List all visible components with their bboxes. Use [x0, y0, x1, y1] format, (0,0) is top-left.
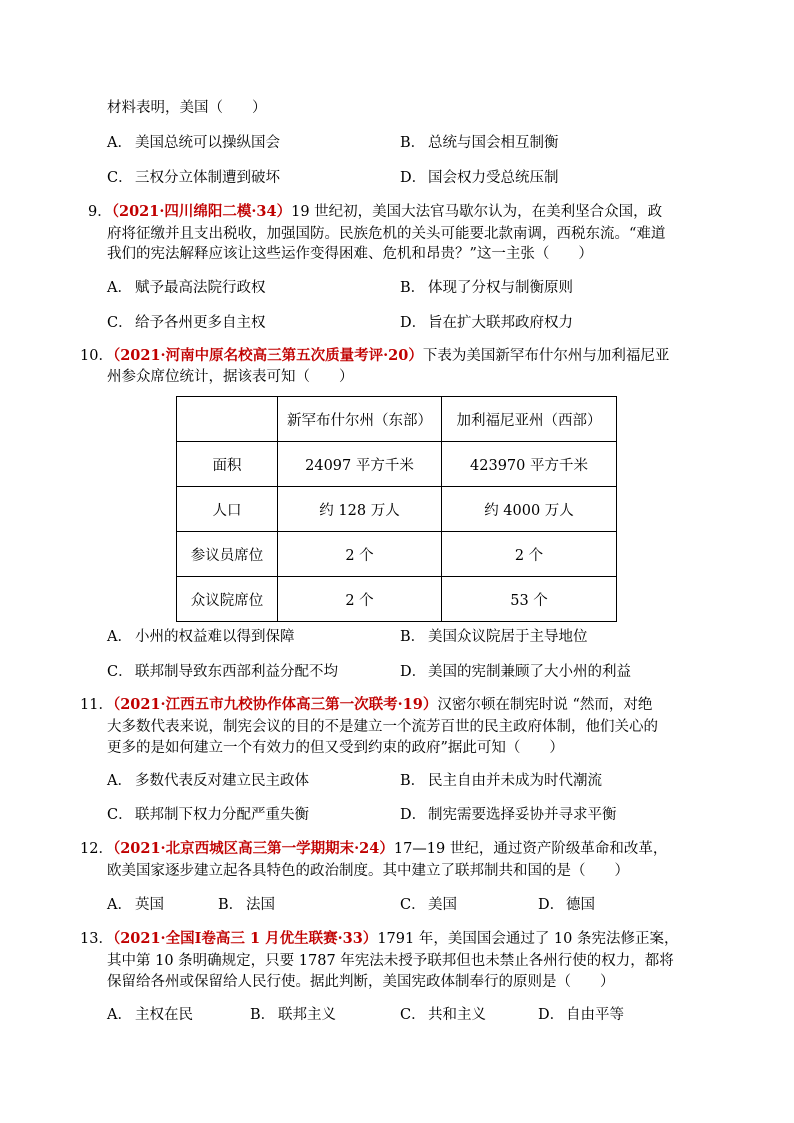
q13-source: （2021·全国Ⅰ卷高三 1 月优生联赛·33） — [112, 930, 378, 947]
option-letter: B． — [400, 135, 426, 151]
q8-stem-tail: 材料表明，美国（ ） — [107, 100, 267, 116]
option-text: 给予各州更多自主权 — [135, 315, 266, 331]
option-letter: C． — [400, 1007, 426, 1023]
q9-option-a[interactable] — [107, 276, 266, 297]
option-letter: A． — [107, 629, 132, 645]
table-row — [177, 577, 617, 622]
option-text: 共和主义 — [428, 1007, 486, 1023]
q10-source: （2021·河南中原名校高三第五次质量考评·20） — [112, 347, 423, 364]
table-header-cell: 加利福尼亚州（西部） — [442, 397, 617, 442]
option-letter: C． — [107, 315, 133, 331]
q13-text: 1791 年，美国国会通过了 10 条宪法修正案， — [377, 931, 679, 947]
option-letter: B． — [250, 1007, 276, 1023]
q13-stem-line-1 — [80, 927, 679, 948]
q13-option-c[interactable] — [400, 1003, 486, 1024]
q11-option-c[interactable] — [107, 803, 309, 824]
q10-number: 10． — [80, 348, 113, 364]
option-text: 自由平等 — [566, 1007, 624, 1023]
option-text: 法国 — [246, 897, 275, 913]
table-row-label: 人口 — [177, 487, 278, 532]
q12-stem-line-1 — [80, 837, 667, 858]
q11-stem-line-3: 更多的是如何建立一个有效力的但又受到约束的政府”据此可知（ ） — [107, 740, 564, 756]
q10-stem-line-1 — [80, 344, 669, 365]
q8-option-c[interactable] — [107, 166, 280, 187]
q9-option-b[interactable] — [400, 276, 573, 297]
q12-option-a[interactable] — [107, 893, 164, 914]
option-letter: D． — [400, 315, 427, 331]
q12-number: 12． — [80, 841, 113, 857]
option-text: 美国 — [428, 897, 457, 913]
table-cell: 约 4000 万人 — [442, 487, 617, 532]
q13-option-a[interactable] — [107, 1003, 193, 1024]
option-text: 三权分立体制遭到破坏 — [135, 170, 280, 186]
option-letter: A． — [107, 773, 132, 789]
table-cell: 约 128 万人 — [278, 487, 442, 532]
q12-option-b[interactable] — [218, 893, 275, 914]
q11-number: 11． — [80, 697, 113, 713]
table-header-row — [177, 397, 617, 442]
q12-option-d[interactable] — [538, 893, 595, 914]
option-letter: A． — [107, 135, 132, 151]
table-cell: 53 个 — [442, 577, 617, 622]
option-letter: D． — [400, 664, 427, 680]
q9-source: （2021·四川绵阳二模·34） — [111, 203, 292, 220]
q8-option-d[interactable] — [400, 166, 559, 187]
option-letter: C． — [107, 664, 133, 680]
q8-option-a[interactable] — [107, 131, 280, 152]
option-letter: D． — [400, 170, 427, 186]
option-text: 英国 — [135, 897, 164, 913]
q12-option-c[interactable] — [400, 893, 457, 914]
option-letter: C． — [107, 170, 133, 186]
q10-option-d[interactable] — [400, 660, 631, 681]
table-row-label: 众议院席位 — [177, 577, 278, 622]
q11-stem-line-1 — [80, 693, 652, 714]
option-text: 民主自由并未成为时代潮流 — [428, 773, 602, 789]
table-header-cell — [177, 397, 278, 442]
q9-stem-line-2: 府将征缴并且支出税收，加强国防。民族危机的关头可能要北款南调，西税东流。“难道 — [107, 226, 666, 242]
option-text: 联邦主义 — [278, 1007, 336, 1023]
option-text: 总统与国会相互制衡 — [428, 135, 559, 151]
table-row — [177, 487, 617, 532]
q12-stem-line-2: 欧美国家逐步建立起各具特色的政治制度。其中建立了联邦制共和国的是（ ） — [107, 863, 629, 879]
q10-text: 下表为美国新罕布什尔州与加利福尼亚 — [422, 348, 670, 364]
option-letter: C． — [107, 807, 133, 823]
seat-statistics-table — [176, 396, 617, 622]
option-text: 美国的宪制兼顾了大小州的利益 — [428, 664, 631, 680]
option-text: 德国 — [566, 897, 595, 913]
option-text: 联邦制下权力分配严重失衡 — [135, 807, 309, 823]
q9-text: 19 世纪初，美国大法官马歇尔认为，在美利坚合众国，政 — [291, 204, 663, 220]
q9-option-d[interactable] — [400, 311, 573, 332]
option-text: 旨在扩大联邦政府权力 — [428, 315, 573, 331]
q10-stem-line-2: 州参众席位统计，据该表可知（ ） — [107, 369, 354, 385]
table-row — [177, 532, 617, 577]
q13-number: 13． — [80, 931, 113, 947]
option-letter: B． — [400, 773, 426, 789]
table-row-label: 面积 — [177, 442, 278, 487]
q11-stem-line-2: 大多数代表来说，制宪会议的目的不是建立一个流芳百世的民主政府体制，他们关心的 — [107, 719, 658, 735]
q10-option-c[interactable] — [107, 660, 338, 681]
option-letter: A． — [107, 1007, 132, 1023]
table-cell: 423970 平方千米 — [442, 442, 617, 487]
q11-option-d[interactable] — [400, 803, 617, 824]
option-letter: D． — [400, 807, 427, 823]
option-letter: D． — [538, 897, 565, 913]
table-header-cell: 新罕布什尔州（东部） — [278, 397, 442, 442]
q12-text: 17—19 世纪，通过资产阶级革命和改革， — [393, 841, 668, 857]
option-letter: B． — [400, 280, 426, 296]
q11-option-b[interactable] — [400, 769, 602, 790]
option-text: 美国总统可以操纵国会 — [135, 135, 280, 151]
option-text: 联邦制导致东西部利益分配不均 — [135, 664, 338, 680]
q10-option-b[interactable] — [400, 625, 588, 646]
q11-text: 汉密尔顿在制宪时说 “然而，对绝 — [437, 697, 653, 713]
option-text: 美国众议院居于主导地位 — [428, 629, 588, 645]
option-text: 多数代表反对建立民主政体 — [135, 773, 309, 789]
q9-stem-line-1 — [88, 200, 662, 221]
option-text: 制宪需要选择妥协并寻求平衡 — [428, 807, 617, 823]
q12-source: （2021·北京西城区高三第一学期期末·24） — [112, 840, 394, 857]
q13-option-b[interactable] — [250, 1003, 336, 1024]
q8-option-b[interactable] — [400, 131, 559, 152]
table-cell: 24097 平方千米 — [278, 442, 442, 487]
q9-stem-line-3: 我们的宪法解释应该让这些运作变得困难、危机和昂贵？”这一主张（ ） — [107, 246, 593, 262]
option-letter: A． — [107, 897, 132, 913]
option-letter: B． — [400, 629, 426, 645]
option-letter: D． — [538, 1007, 565, 1023]
q11-source: （2021·江西五市九校协作体高三第一次联考·19） — [112, 696, 438, 713]
q13-stem-line-2: 其中第 10 条明确规定，只要 1787 年宪法未授予联邦但也未禁止各州行使的权力，都将 — [107, 953, 674, 969]
option-text: 国会权力受总统压制 — [428, 170, 559, 186]
option-letter: A． — [107, 280, 132, 296]
q13-option-d[interactable] — [538, 1003, 624, 1024]
option-text: 主权在民 — [135, 1007, 193, 1023]
option-text: 小州的权益难以得到保障 — [135, 629, 295, 645]
option-letter: C． — [400, 897, 426, 913]
q9-option-c[interactable] — [107, 311, 266, 332]
table-cell: 2 个 — [278, 532, 442, 577]
q13-stem-line-3: 保留给各州或保留给人民行使。据此判断，美国宪政体制奉行的原则是（ ） — [107, 974, 615, 990]
table-cell: 2 个 — [278, 577, 442, 622]
q11-option-a[interactable] — [107, 769, 309, 790]
option-text: 赋予最高法院行政权 — [135, 280, 266, 296]
q9-number: 9． — [88, 204, 112, 220]
table-cell: 2 个 — [442, 532, 617, 577]
option-letter: B． — [218, 897, 244, 913]
q10-option-a[interactable] — [107, 625, 295, 646]
option-text: 体现了分权与制衡原则 — [428, 280, 573, 296]
table-row-label: 参议员席位 — [177, 532, 278, 577]
table-row — [177, 442, 617, 487]
